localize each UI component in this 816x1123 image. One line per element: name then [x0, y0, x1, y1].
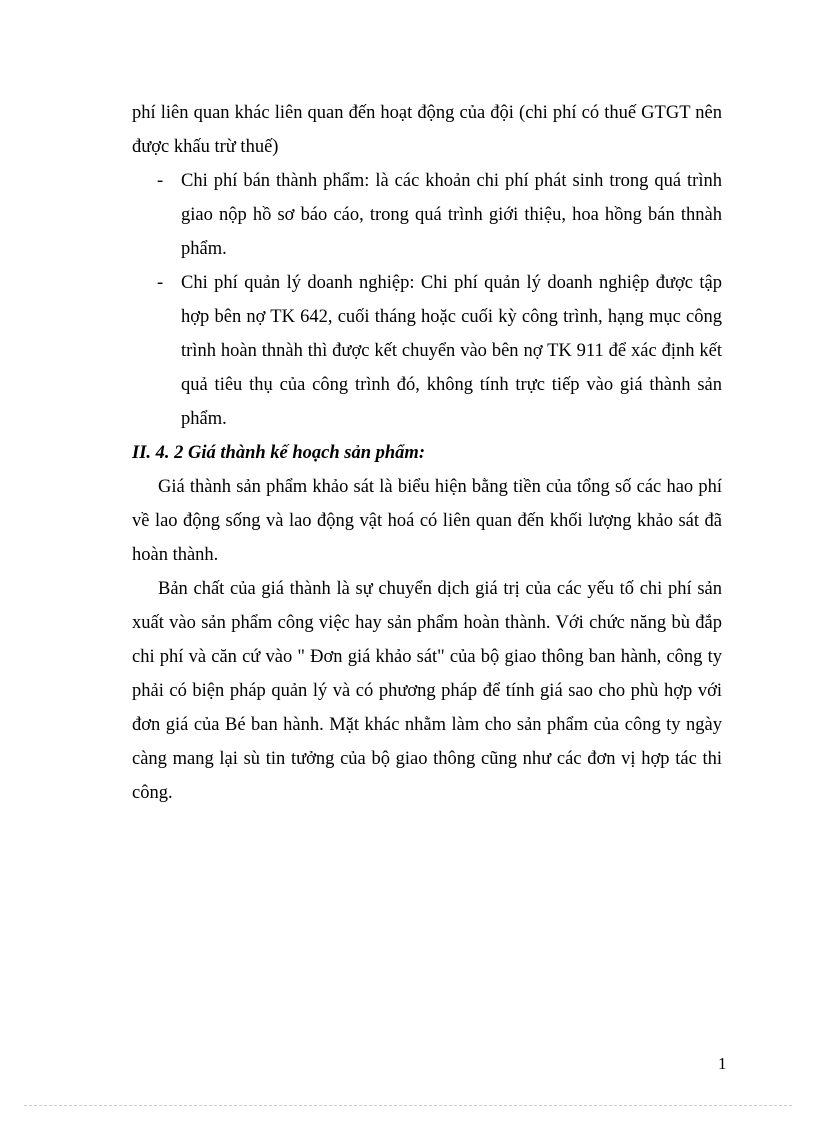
bullet-marker: -: [157, 171, 164, 191]
bullet-item: [132, 266, 722, 436]
paragraph: Bản chất của giá thành là sự chuyển dịch giá trị của các yếu tố chi phí sản xuất vào sản phẩm công việc hay sản phẩm hoàn thành. Với chức năng bù đắp chi phí và căn cứ vào " Đơn giá khảo sát" của bộ giao thông ban hành, công ty phải có biện pháp quản lý và có phương pháp để tính giá sao cho phù hợp với đơn giá của Bé ban hành. Mặt khác nhằm làm cho sản phẩm của công ty ngày càng mang lại sù tin tưởng của bộ giao thông cũng như các đơn vị hợp tác thi công.: [132, 579, 722, 803]
section-heading: II. 4. 2 Giá thành kế hoạch sản phẩm:: [132, 443, 425, 463]
paragraph: Giá thành sản phẩm khảo sát là biểu hiện bằng tiền của tổng số các hao phí về lao động sống và lao động vật hoá có liên quan đến khối lượng khảo sát đã hoàn thành.: [132, 477, 722, 565]
document-body: [132, 96, 722, 810]
page-separator: [24, 1105, 792, 1106]
bullet-marker: -: [157, 273, 164, 293]
bullet-text: Chi phí quản lý doanh nghiệp: Chi phí quản lý doanh nghiệp được tập hợp bên nợ TK 642, cuối tháng hoặc cuối kỳ công trình, hạng mục công trình hoàn thnàh thì được kết chuyển vào bên nợ TK 911 để xác định kết quả tiêu thụ của công trình đó, không tính trực tiếp vào giá thành sản phẩm.: [181, 273, 722, 429]
bullet-item: [132, 164, 722, 266]
paragraph: phí liên quan khác liên quan đến hoạt động của đội (chi phí có thuế GTGT nên được khấu trừ thuế): [132, 103, 722, 157]
bullet-text: Chi phí bán thành phẩm: là các khoản chi phí phát sinh trong quá trình giao nộp hồ sơ báo cáo, trong quá trình giới thiệu, hoa hồng bán thnàh phẩm.: [181, 171, 722, 259]
page-number: 1: [718, 1054, 727, 1073]
